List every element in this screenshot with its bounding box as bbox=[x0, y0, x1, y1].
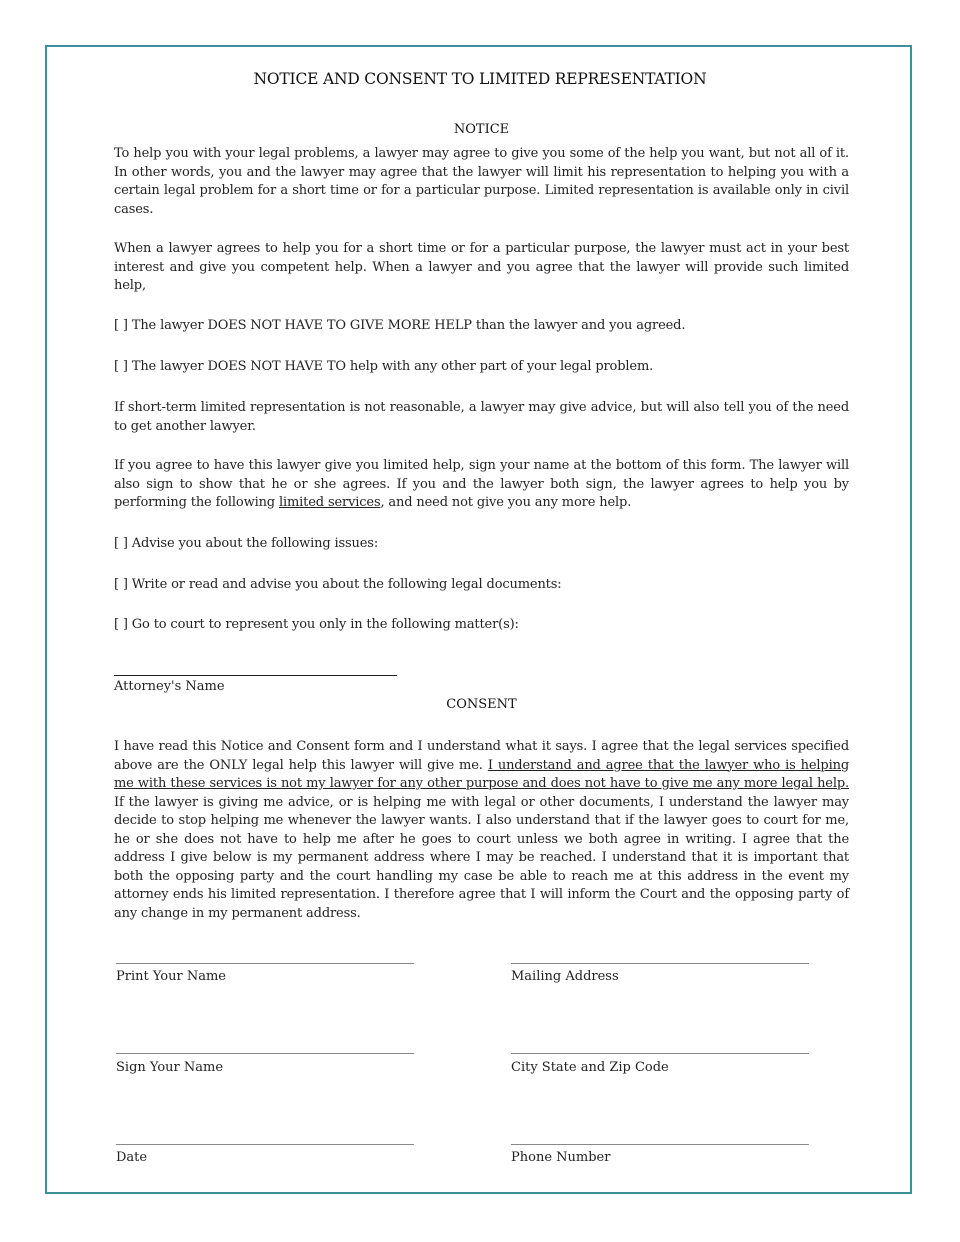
notice-heading: NOTICE bbox=[453, 122, 510, 137]
phone-number-label: Phone Number bbox=[511, 1150, 611, 1165]
attorney-signature-line[interactable] bbox=[114, 675, 397, 676]
print-name-line[interactable] bbox=[116, 963, 414, 964]
notice-paragraph-1: To help you with your legal problems, a lawyer may agree to give you some of the help you want, but not all of it. In other words, you and the lawyer may agree that the lawyer will limit his representation to helping you with a certain legal problem for a short time or for a particular purpose. Limited representation is available only in civil cases. bbox=[114, 146, 849, 217]
date-line[interactable] bbox=[116, 1144, 414, 1145]
checkbox-item-more-help: [ ] The lawyer DOES NOT HAVE TO GIVE MORE HELP than the lawyer and you agreed. bbox=[114, 318, 686, 333]
attorney-name-label: Attorney's Name bbox=[114, 679, 225, 694]
agree-text-before: If you agree to have this lawyer give you limited help, sign your name at the bottom of this form. The lawyer will also sign to show that he or she agrees. If you and the lawyer both sign, the lawyer agrees to help you by performing the following bbox=[114, 458, 849, 510]
consent-paragraph bbox=[114, 738, 849, 923]
agree-paragraph bbox=[114, 457, 849, 513]
consent-underlined: I understand and agree that the lawyer who is helping me with these services is not my lawyer for any other purpose and does not have to give me any more legal help. bbox=[114, 757, 850, 791]
checkbox-item-other-part: [ ] The lawyer DOES NOT HAVE TO help with any other part of your legal problem. bbox=[114, 359, 654, 374]
document-title: NOTICE AND CONSENT TO LIMITED REPRESENTATION bbox=[253, 70, 707, 88]
consent-text-after: If the lawyer is giving me advice, or is helping me with legal or other documents, I understand the lawyer may decide to stop helping me whenever the lawyer wants. I also understand that if the lawyer goes to court for me, he or she does not have to help me after he goes to court unless we both agree in writing. I agree that the address I give below is my permanent address where I may be reached. I understand that it is important that both the opposing party and the court handling my case be able to reach me at this address in the event my attorney ends his limited representation. I therefore agree that I will inform the Court and the opposing party of any change in my permanent address. bbox=[114, 794, 849, 921]
consent-text-before: I have read this Notice and Consent form and I understand what it says. I agree that the legal services specified above are the ONLY legal help this lawyer will give me. bbox=[114, 739, 849, 773]
sign-name-line[interactable] bbox=[116, 1053, 414, 1054]
mailing-address-label: Mailing Address bbox=[511, 969, 619, 984]
service-court: [ ] Go to court to represent you only in the following matter(s): bbox=[114, 617, 519, 632]
phone-number-line[interactable] bbox=[511, 1144, 809, 1145]
agree-text-after: , and need not give you any more help. bbox=[380, 495, 632, 510]
date-label: Date bbox=[116, 1150, 148, 1165]
print-name-label: Print Your Name bbox=[116, 969, 226, 984]
notice-paragraph-short-term: If short-term limited representation is not reasonable, a lawyer may give advice, but will also tell you of the need to get another lawyer. bbox=[114, 400, 849, 434]
service-documents: [ ] Write or read and advise you about the following legal documents: bbox=[114, 577, 562, 592]
mailing-address-line[interactable] bbox=[511, 963, 809, 964]
limited-services-underlined: limited services bbox=[278, 495, 381, 510]
service-advise: [ ] Advise you about the following issues: bbox=[114, 536, 379, 551]
notice-paragraph-2: When a lawyer agrees to help you for a short time or for a particular purpose, the lawyer must act in your best interest and give you competent help. When a lawyer and you agree that the lawyer will provide such limited help, bbox=[114, 241, 849, 293]
city-state-zip-line[interactable] bbox=[511, 1053, 809, 1054]
consent-heading: CONSENT bbox=[446, 697, 517, 712]
sign-name-label: Sign Your Name bbox=[116, 1060, 224, 1075]
city-state-zip-label: City State and Zip Code bbox=[511, 1060, 669, 1075]
